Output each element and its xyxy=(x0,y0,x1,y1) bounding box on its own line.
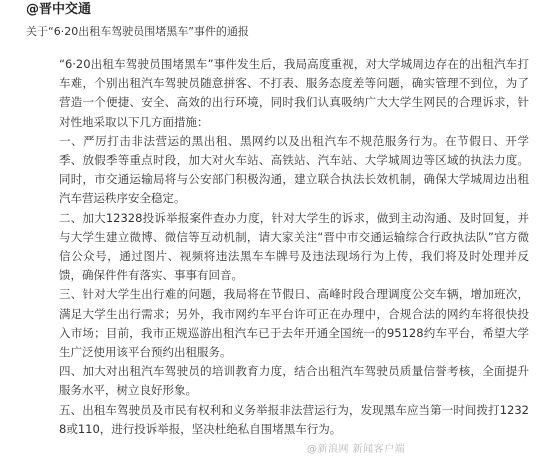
measure-4: 四、加大对出租汽车驾驶员的培训教育力度，结合出租汽车驾驶员质量信誉考核，全面提升服务水平，树立良好形象。 xyxy=(59,364,529,398)
account-name[interactable]: @晋中交通 xyxy=(26,2,92,17)
measure-1: 一、严厉打击非法营运的黑出租、黑网约以及出租汽车不规范服务行为。在节假日、开学季、放假季等重点时段，加大对火车站、高铁站、汽车站、大学城周边等区域的执法力度。同时，市交通运输局将与公安部门积极沟通，建立联合执法长效机制，确保大学城周边出租汽车营运秩序安全稳定。 xyxy=(59,133,529,206)
notice-body xyxy=(59,55,529,439)
measure-5: 五、出租车驾驶员及市民有权利和义务举报非法营运行为，发现黑车应当第一时间拨打12328或110，进行投诉举报，坚决杜绝私自围堵黑车行为。 xyxy=(59,402,529,436)
notice-title: 关于“6·20出租车驾驶员围堵黑车”事件的通报 xyxy=(26,25,249,38)
watermark: @新浪网 新闻客户端 xyxy=(307,444,406,455)
measure-3: 三、针对大学生出行难的问题，我局将在节假日、高峰时段合理调度公交车辆，增加班次，满足大学生出行需求；另外，我市网约车平台许可正在办理中，合规合法的网约车将很快投入市场；目前，我市正规巡游出租汽车已于去年开通全国统一的95128约车平台，希望大学生广泛使用该平台预约出租服务。 xyxy=(59,287,529,360)
intro-paragraph: “6·20出租车驾驶员围堵黑车”事件发生后，我局高度重视，对大学城周边存在的出租汽车打车难，个别出租汽车驾驶员随意拼客、不打表、服务态度差等问题，确实管理不到位，为了营造一个便捷、安全、高效的出行环境，同时我们认真吸纳广大大学生网民的合理诉求，针对性地采取以下几方面措施： xyxy=(59,57,529,129)
measure-2: 二、加大12328投诉举报案件查办力度，针对大学生的诉求，做到主动沟通、及时回复，并与大学生建立微博、微信等互动机制，请大家关注“晋中市交通运输综合行政执法队”官方微信公众号，通过图片、视频将违法黑车车牌号及违法现场行为上传，我们将及时处理并反馈，确保件件有落实、事事有回音。 xyxy=(59,210,529,283)
